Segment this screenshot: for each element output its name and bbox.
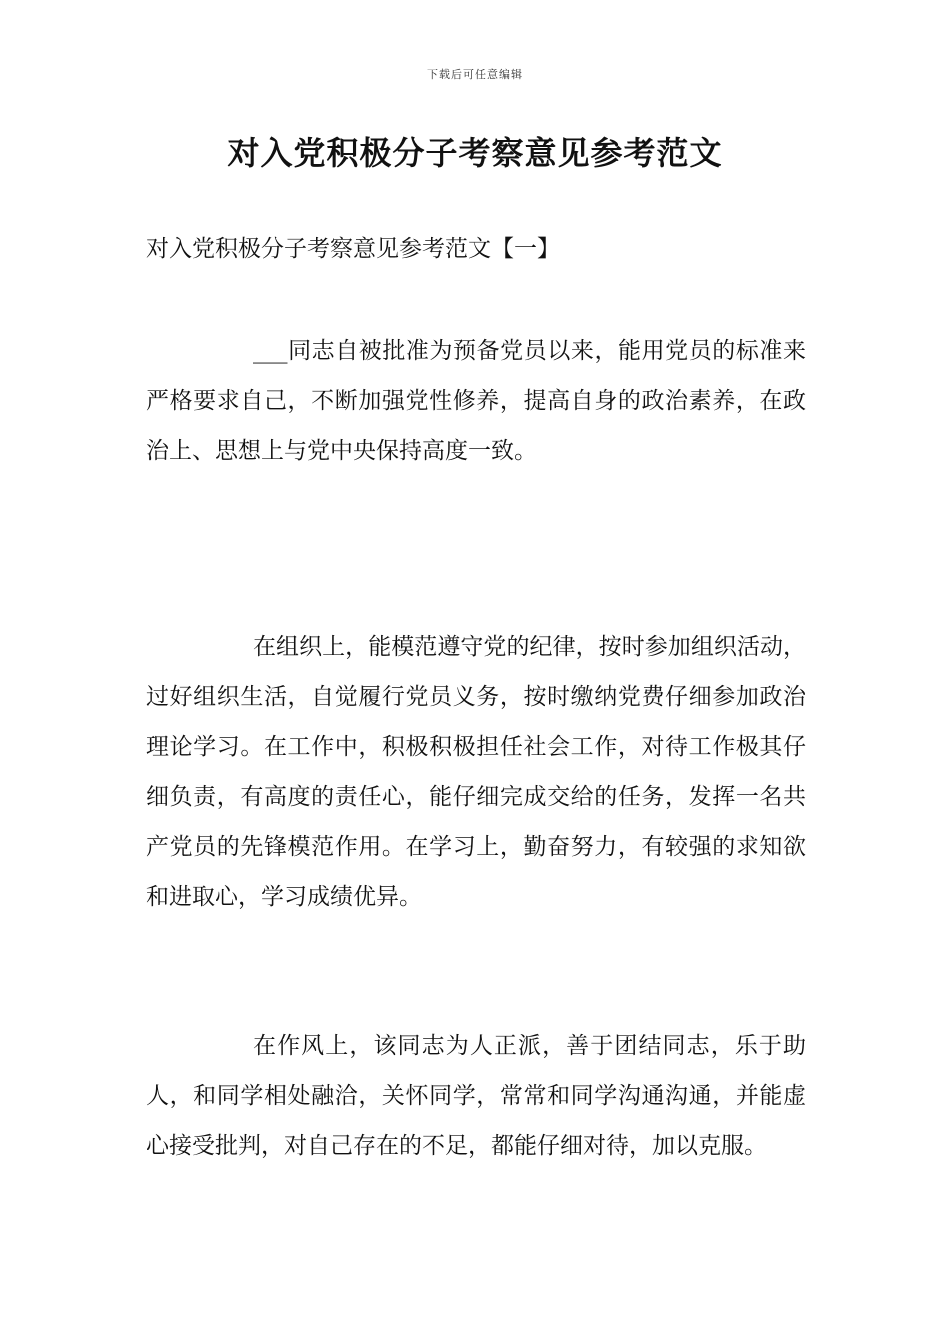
body-paragraph: 在作风上，该同志为人正派，善于团结同志，乐于助人，和同学相处融洽，关怀同学，常常和同学沟通沟通，并能虚心接受批判，对自己存在的不足，都能仔细对待，加以克服。 bbox=[146, 1033, 806, 1159]
header-note: 下载后可任意编辑 bbox=[427, 68, 523, 81]
body-paragraph: ___同志自被批准为预备党员以来，能用党员的标准来严格要求自己，不断加强党性修养，提高自身的政治素养，在政治上、思想上与党中央保持高度一致。 bbox=[146, 338, 806, 464]
body-paragraph: 在组织上，能模范遵守党的纪律，按时参加组织活动，过好组织生活，自觉履行党员义务，按时缴纳党费仔细参加政治理论学习。在工作中，积极积极担任社会工作，对待工作极其仔细负责，有高度的责任心，能仔细完成交给的任务，发挥一名共产党员的先锋模范作用。在学习上，勤奋努力，有较强的求知欲和进取心，学习成绩优异。 bbox=[146, 634, 806, 910]
section-heading: 对入党积极分子考察意见参考范文【一】 bbox=[146, 236, 560, 262]
document-title: 对入党积极分子考察意见参考范文 bbox=[227, 134, 723, 172]
